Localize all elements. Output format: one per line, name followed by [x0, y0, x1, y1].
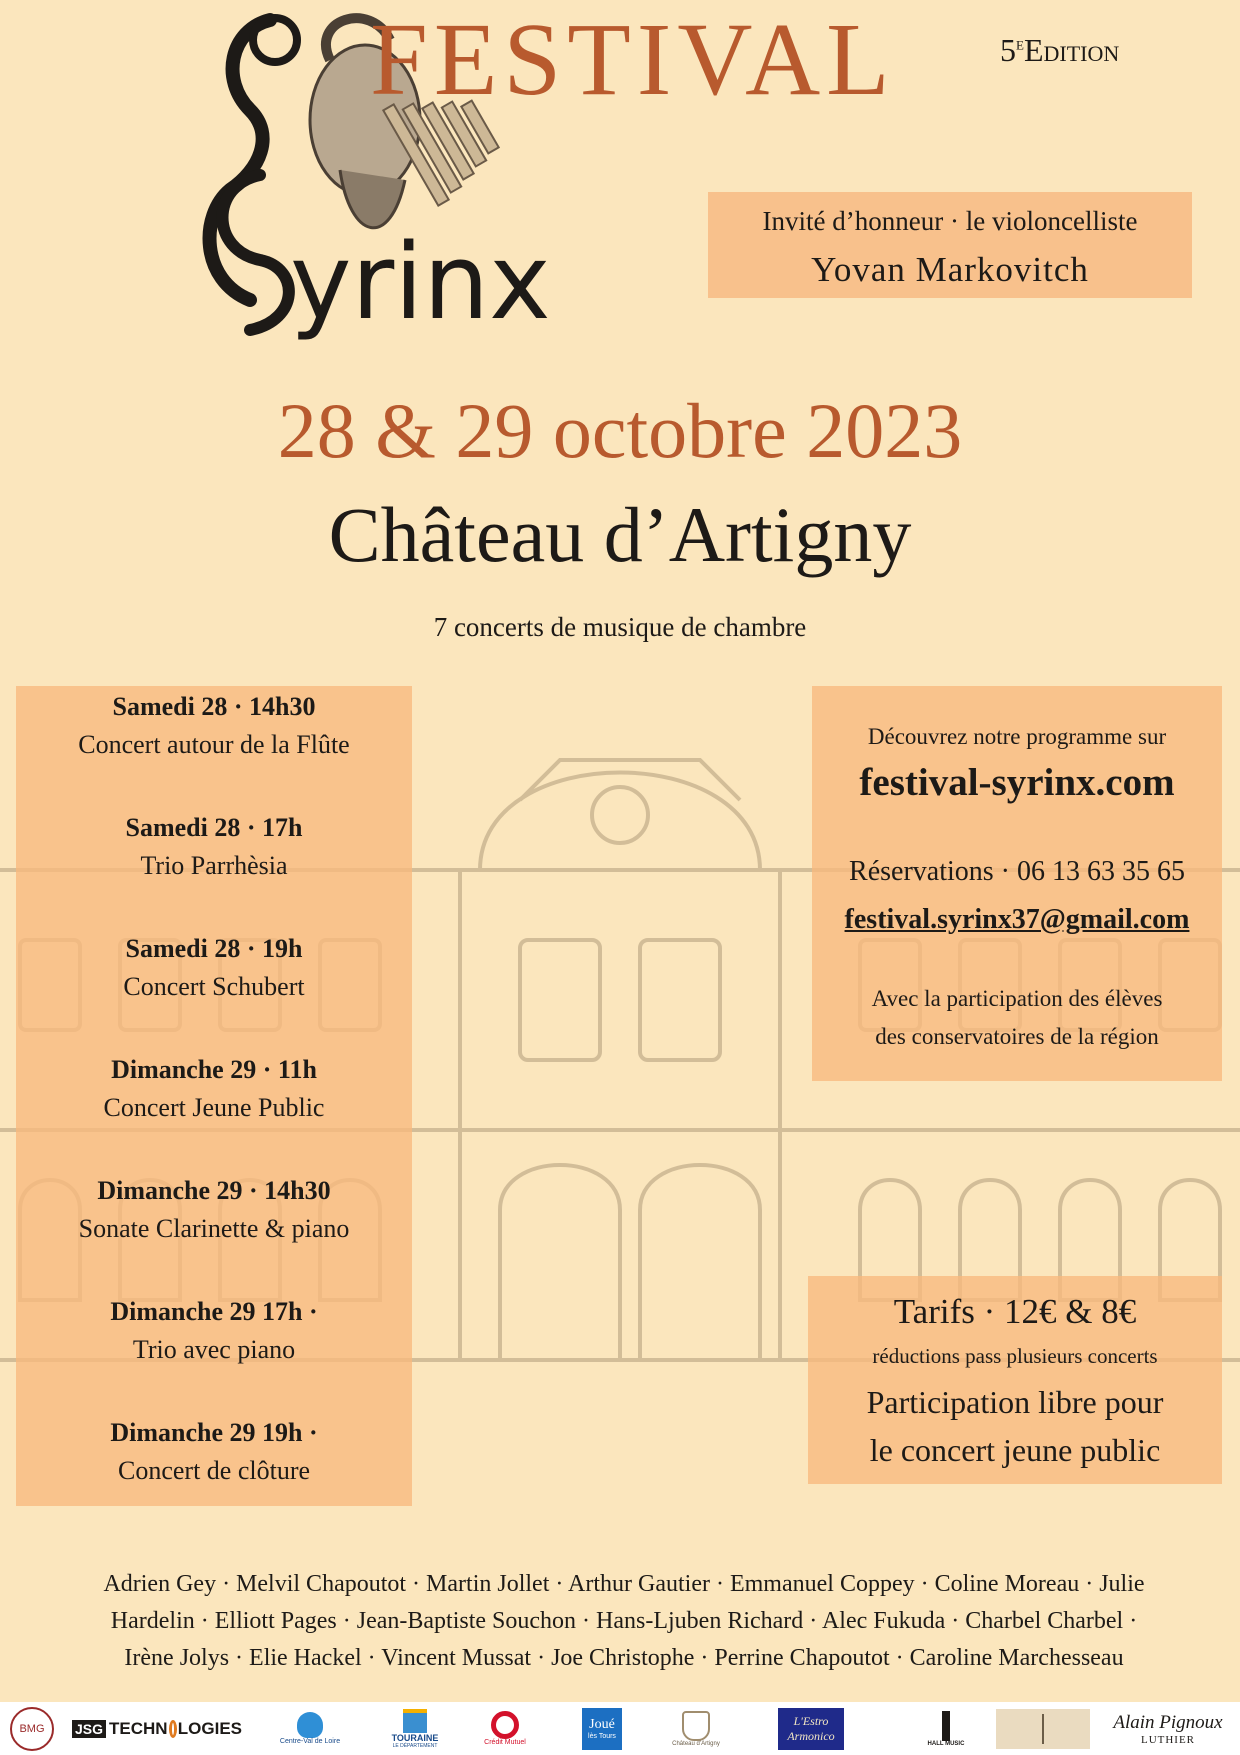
sponsor-bmg: [8, 1702, 56, 1755]
joue-label: Joué: [589, 1717, 615, 1732]
prices-title: Tarifs · 12€ & 8€: [893, 1292, 1137, 1331]
musicians-line: Irène Jolys · Elie Hackel · Vincent Mussat · Joe Christophe · Perrine Chapoutot · Caroline Marchesseau: [124, 1645, 1124, 1671]
jsg-word-1: TECHN: [109, 1718, 168, 1738]
guest-of-honor-box: [708, 192, 1192, 298]
program-item: [16, 813, 412, 881]
prices-reductions: réductions pass plusieurs concerts: [872, 1344, 1158, 1368]
festival-title: FESTIVAL: [370, 2, 896, 117]
sponsor-pignoux: [1100, 1702, 1236, 1755]
corde-logo-icon: [996, 1709, 1090, 1749]
corde-string-icon: [1042, 1714, 1044, 1744]
musicians-line: Adrien Gey · Melvil Chapoutot · Martin Jollet · Arthur Gautier · Emmanuel Coppey · Coline Moreau · Julie: [103, 1571, 1145, 1597]
program-item: [16, 692, 412, 760]
program-item: [16, 1297, 412, 1365]
website-link[interactable]: festival-syrinx.com: [859, 761, 1175, 804]
sponsor-chateau: [660, 1702, 732, 1755]
sponsors-bar: [0, 1702, 1240, 1755]
program-title: Trio Parrhèsia: [140, 851, 288, 880]
jsg-o-icon: [169, 1720, 177, 1738]
participation-line-1: Avec la participation des élèves: [871, 986, 1163, 1011]
program-day: Dimanche 29 · 14h30: [97, 1176, 331, 1205]
program-day: Dimanche 29 17h ·: [110, 1297, 318, 1326]
program-item: [16, 1055, 412, 1123]
estro-logo-icon: [778, 1708, 844, 1750]
reservations-phone: Réservations · 06 13 63 35 65: [849, 856, 1185, 887]
guest-label: Invité d’honneur · le violoncelliste: [762, 206, 1138, 236]
program-title: Concert Schubert: [123, 972, 305, 1001]
edition-label: [1000, 32, 1119, 69]
bmg-logo-icon: BMG: [10, 1707, 54, 1751]
joue-logo-icon: [582, 1708, 622, 1750]
chateau-label: Château d’Artigny: [672, 1740, 720, 1747]
sponsor-region: [270, 1702, 350, 1755]
program-box: [16, 686, 412, 1506]
touraine-sub: LE DÉPARTEMENT: [392, 1742, 438, 1749]
program-day: Dimanche 29 · 11h: [111, 1055, 317, 1084]
free-participation-line-2: le concert jeune public: [869, 1432, 1161, 1468]
program-item: [16, 1418, 412, 1486]
jsg-word-2: LOGIES: [177, 1718, 242, 1738]
edition-superscript: e: [1016, 33, 1024, 54]
program-title: Trio avec piano: [132, 1335, 296, 1364]
sponsor-hall-music: [918, 1702, 974, 1755]
estro-line-1: L'Estro: [793, 1713, 829, 1728]
free-participation-line-1: Participation libre pour: [866, 1384, 1164, 1420]
pignoux-name: Alain Pignoux: [1113, 1711, 1223, 1733]
credit-mutuel-label: Crédit Mutuel: [484, 1739, 526, 1746]
guest-name: Yovan Markovitch: [811, 250, 1089, 289]
program-item: [16, 934, 412, 1002]
logo-word: yrinx: [290, 221, 551, 343]
sponsor-jsg: [72, 1702, 242, 1755]
joue-sub: lès Tours: [588, 1733, 616, 1740]
program-day: Samedi 28 · 14h30: [112, 692, 316, 721]
sponsor-touraine: [385, 1702, 445, 1755]
program-title: Concert autour de la Flûte: [78, 730, 350, 759]
program-day: Dimanche 29 19h ·: [110, 1418, 318, 1447]
info-box: [812, 686, 1222, 1081]
sponsor-estro: [778, 1702, 844, 1755]
festival-venue: Château d’Artigny: [328, 491, 912, 578]
sponsor-joue: [580, 1702, 624, 1755]
sponsor-corde: [995, 1702, 1091, 1755]
sponsor-credit-mutuel: [475, 1702, 535, 1755]
prices-box: [808, 1276, 1222, 1484]
email-link[interactable]: festival.syrinx37@gmail.com: [844, 904, 1190, 935]
festival-subtitle: 7 concerts de musique de chambre: [433, 612, 807, 642]
region-label: Centre-Val de Loire: [279, 1738, 341, 1745]
edition-word: Edition: [1023, 32, 1120, 68]
chateau-crest-icon: [682, 1711, 710, 1741]
credit-mutuel-logo-icon: [491, 1711, 519, 1739]
participation-line-2: des conservatoires de la région: [875, 1024, 1159, 1049]
festival-dates: 28 & 29 octobre 2023: [277, 387, 963, 474]
pignoux-label: LUTHIER: [1140, 1733, 1196, 1746]
musicians-list: [24, 1566, 1224, 1677]
program-day: Samedi 28 · 17h: [125, 813, 303, 842]
hall-music-icon: [942, 1711, 950, 1741]
program-day: Samedi 28 · 19h: [125, 934, 303, 963]
touraine-flag-icon: [403, 1709, 427, 1733]
program-title: Concert Jeune Public: [103, 1093, 325, 1122]
region-heart-icon: [297, 1712, 323, 1738]
estro-line-2: Armonico: [787, 1728, 835, 1743]
touraine-label: TOURAINE: [391, 1732, 439, 1743]
edition-number: 5: [1000, 32, 1016, 68]
jsg-mark: JSG: [72, 1720, 106, 1738]
program-title: Concert de clôture: [117, 1456, 311, 1485]
program-item: [16, 1176, 412, 1244]
program-title: Sonate Clarinette & piano: [78, 1214, 350, 1243]
musicians-line: Hardelin · Elliott Pages · Jean-Baptiste Souchon · Hans-Ljuben Richard · Alec Fukuda · Charbel Charbel ·: [110, 1608, 1138, 1634]
hall-music-label: HALL MUSIC: [927, 1740, 965, 1747]
program-discover-text: Découvrez notre programme sur: [867, 724, 1167, 749]
